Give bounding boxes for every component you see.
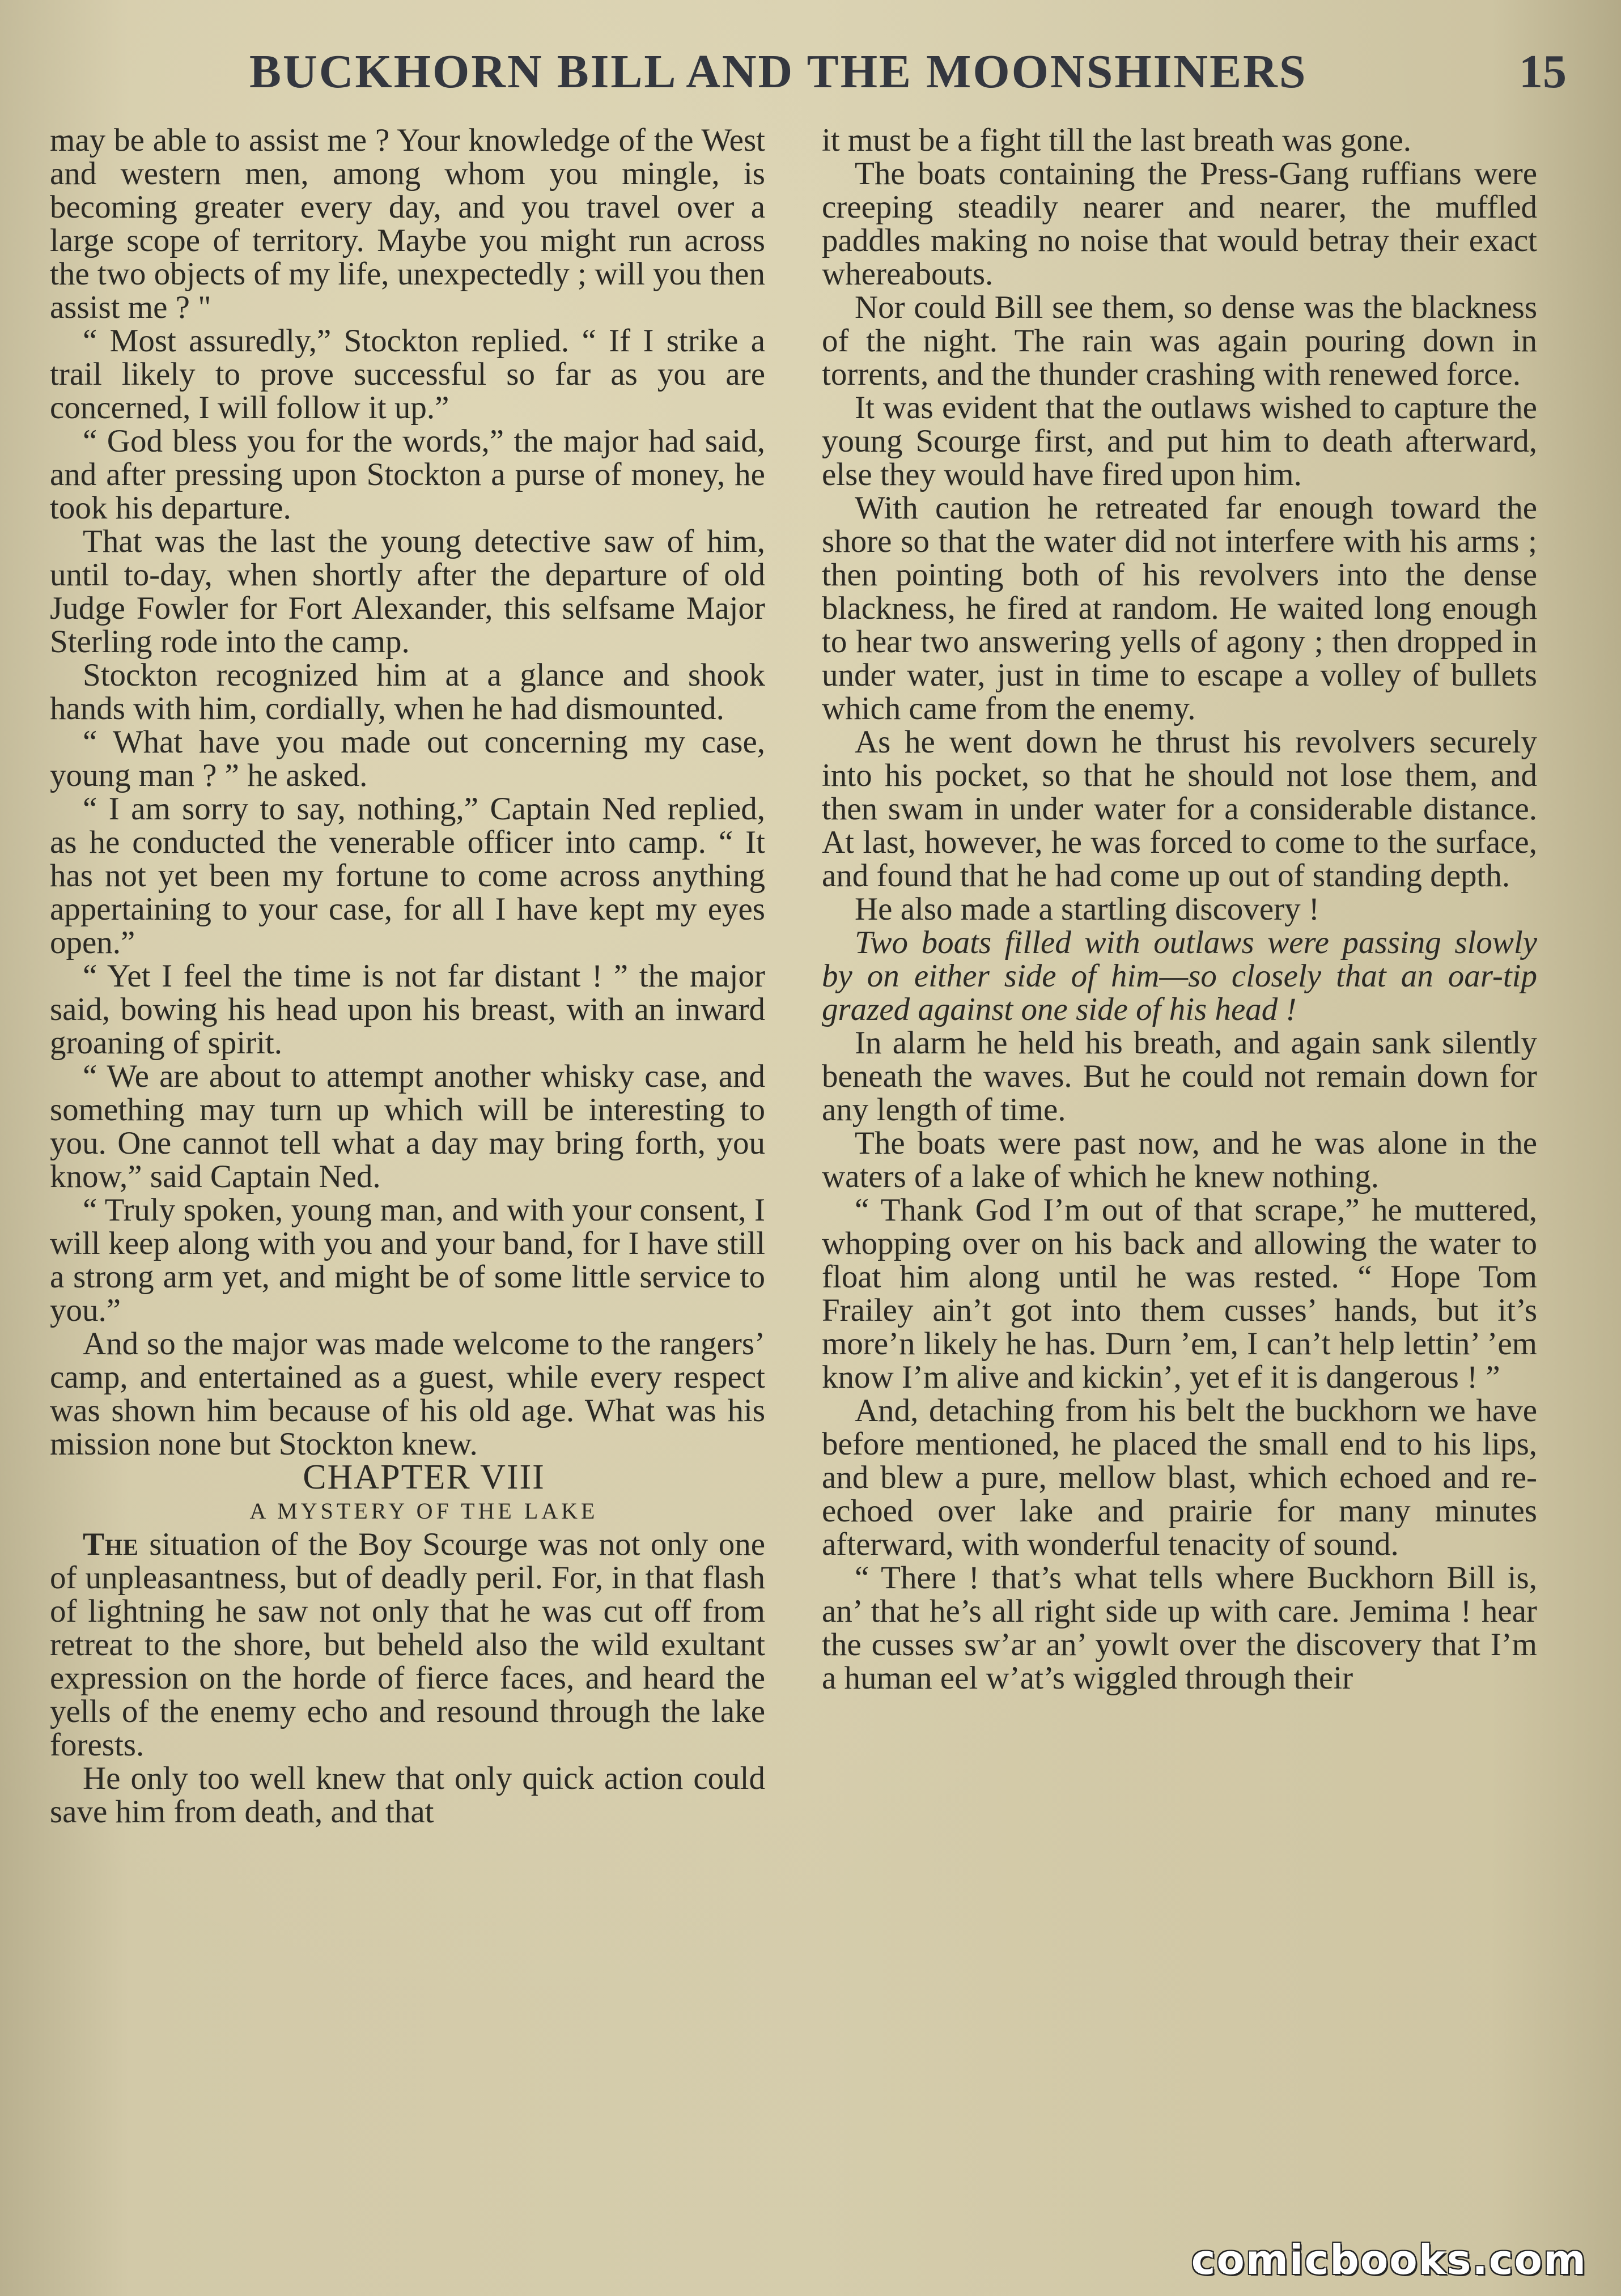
paragraph: Two boats filled with outlaws were passing slowly by on either side of him—so closely that an oar-tip grazed against one side of his head ! — [822, 925, 1537, 1027]
page-number: 15 — [1519, 45, 1567, 98]
running-title: BUCKHORN BILL AND THE MOONSHINERS — [249, 45, 1308, 98]
chapter-title: CHAPTER VIII — [303, 1458, 545, 1496]
paragraph: “ God bless you for the words,” the major had said, and after pressing upon Stockton a purse of money, he took his departure. — [50, 423, 765, 526]
paragraph: Nor could Bill see them, so dense was the blackness of the night. The rain was again pouring down in torrents, and the thunder crashing with renewed force. — [822, 290, 1537, 392]
paragraph: “ Thank God I’m out of that scrape,” he muttered, whopping over on his back and allowing the water to float him along until he was rested. “ Hope Tom Frailey ain’t got into them cusses’ hands, but it’s more’n likely he has. Durn ’em, I can’t help lettin’ ’em know I’m alive and kickin’, yet ef it is dangerous ! ” — [822, 1192, 1537, 1395]
paragraph: And, detaching from his belt the buckhorn we have before mentioned, he placed the small end to his lips, and blew a pure, mellow blast, which echoed and re-echoed over lake and prairie for many minutes afterward, with wonderful tenacity of sound. — [822, 1393, 1537, 1562]
paragraph: With caution he retreated far enough toward the shore so that the water did not interfere with his arms ; then pointing both of his revolvers into the dense blackness, he fired at random. He waited long enough to hear two answering yells of agony ; then dropped in under water, just in time to escape a volley of bullets which came from the enemy. — [822, 490, 1537, 726]
paragraph: it must be a fight till the last breath was gone. — [822, 122, 1412, 158]
paragraph: Stockton recognized him at a glance and shook hands with him, cordially, when he had dismounted. — [50, 657, 765, 726]
paragraph: It was evident that the outlaws wished to capture the young Scourge first, and put him to death afterward, else they would have fired upon him. — [822, 390, 1537, 492]
paragraph: “ What have you made out concerning my case, young man ? ” he asked. — [50, 724, 765, 793]
paragraph: “ We are about to attempt another whisky case, and something may turn up which will be interesting to you. One cannot tell what a day may bring forth, you know,” said Captain Ned. — [50, 1058, 765, 1194]
page-header — [0, 44, 1621, 107]
paragraph: “ Yet I feel the time is not far distant ! ” the major said, bowing his head upon his breast, with an inward groaning of spirit. — [50, 958, 765, 1061]
paragraph: “ I am sorry to say, nothing,” Captain Ned replied, as he conducted the venerable officer into camp. “ It has not yet been my fortune to come across anything appertaining to your case, for all I have kept my eyes open.” — [50, 791, 765, 960]
paragraph: The boats containing the Press-Gang ruffians were creeping steadily nearer and nearer, the muffled paddles making no noise that would betray their exact whereabouts. — [822, 156, 1537, 292]
right-paragraphs — [822, 124, 1537, 1695]
paragraph: As he went down he thrust his revolvers securely into his pocket, so that he should not lose them, and then swam in under water for a considerable distance. At last, however, he was forced to come to the surface, and found that he had come up out of standing depth. — [822, 724, 1537, 894]
chapter-opening-paragraph — [50, 1528, 765, 1762]
paragraph: “ Most assuredly,” Stockton replied. “ If I strike a trail likely to prove successful so far as you are concerned, I will follow it up.” — [50, 323, 765, 426]
left-column — [50, 124, 765, 1829]
paragraph: He also made a startling discovery ! — [855, 891, 1319, 927]
paragraph: And so the major was made welcome to the rangers’ camp, and entertained as a guest, while every respect was shown him because of his old age. What was his mission none but Stockton knew. — [50, 1326, 765, 1462]
paragraph: may be able to assist me ? Your knowledge of the West and western men, among whom you mingle, is becoming greater every day, and you travel over a large scope of territory. Maybe you might run across the two objects of my life, unexpectedly ; will you then assist me ? " — [50, 122, 765, 325]
paragraph: “ There ! that’s what tells where Buckhorn Bill is, an’ that he’s all right side up with care. Jemima ! hear the cusses sw’ar an’ yowlt over the discovery that I’m a human eel w’at’s wiggled through their — [822, 1560, 1537, 1696]
chapter-subtitle: A MYSTERY OF THE LAKE — [249, 1498, 599, 1524]
paragraph: “ Truly spoken, young man, and with your consent, I will keep along with you and your band, for I have still a strong arm yet, and might be of some little service to you.” — [50, 1192, 765, 1328]
left-paragraphs-before — [50, 124, 765, 1461]
paragraph: That was the last the young detective saw of him, until to-day, when shortly after the departure of old Judge Fowler for Fort Alexander, this selfsame Major Sterling rode into the camp. — [50, 524, 765, 660]
paragraph: He only too well knew that only quick action could save him from death, and that — [50, 1761, 765, 1830]
watermark: comicbooks.com — [1191, 2236, 1587, 2284]
chapter-opening-text: situation of the Boy Scourge was not only one of unpleasantness, but of deadly peril. For, in that flash of lightning he saw not only that he was cut off from retreat to the shore, but beheld also the wild exultant expression on the horde of fierce faces, and heard the yells of the enemy echo and resound through the lake forests. — [50, 1527, 765, 1763]
paragraph: The boats were past now, and he was alone in the waters of a lake of which he knew nothing. — [822, 1125, 1537, 1194]
lead-word: The — [83, 1527, 139, 1562]
right-column — [822, 124, 1537, 1695]
paragraph: In alarm he held his breath, and again sank silently beneath the waves. But he could not remain down for any length of time. — [822, 1025, 1537, 1128]
chapter-heading — [50, 1458, 765, 1528]
left-paragraphs-after — [50, 1762, 765, 1829]
